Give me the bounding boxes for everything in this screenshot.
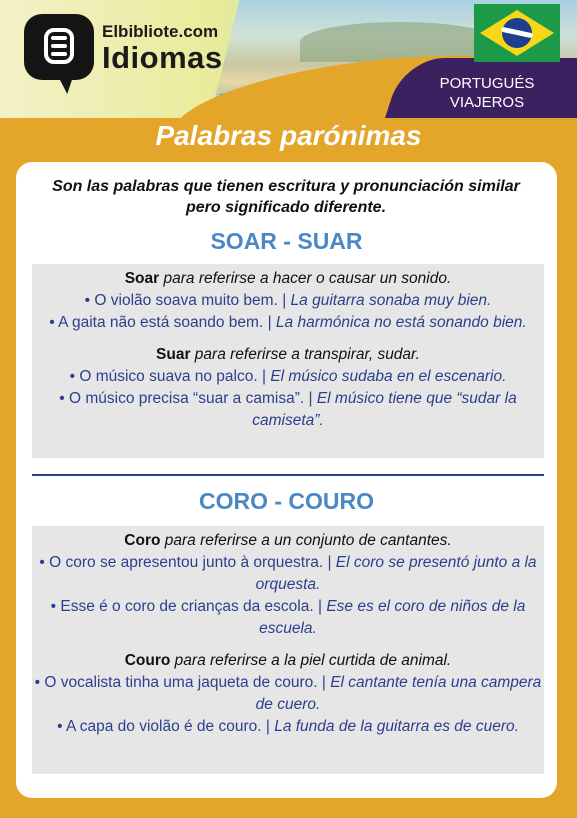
example-item: • O violão soava muito bem. | La guitarra sonaba muy bien.	[84, 292, 492, 309]
definition-soar: Soar para referirse a hacer o causar un sonido.	[124, 270, 452, 287]
example-item: • O vocalista tinha uma jaqueta de couro. | El cantante tenía una campera de cuero.	[34, 674, 542, 713]
example-item: • Esse é o coro de crianças da escola. | Ese es el coro de niños de la escuela.	[50, 598, 526, 637]
language-name: PORTUGUÉS	[439, 75, 535, 92]
site-name: Elbibliote.com	[102, 22, 219, 41]
header-banner	[0, 0, 577, 118]
example-item: • A gaita não está soando bem. | La harmónica no está sonando bien.	[49, 314, 527, 331]
language-label	[412, 74, 562, 112]
brazil-flag-icon	[474, 4, 560, 62]
example-item: • A capa do violão é de couro. | La funda de la guitarra es de cuero.	[57, 718, 519, 735]
page-title: Palabras parónimas	[155, 120, 422, 151]
logo-icon	[24, 14, 94, 80]
section-title-soar-suar: SOAR - SUAR	[210, 228, 363, 254]
intro-text: Son las palabras que tienen escritura y pronunciación similar pero significado diferente.	[52, 178, 520, 216]
section-divider	[32, 474, 544, 476]
definition-couro: Couro para referirse a la piel curtida de animal.	[124, 652, 452, 669]
section-title-coro-couro: CORO - COURO	[198, 488, 375, 514]
definition-suar: Suar para referirse a transpirar, sudar.	[156, 346, 420, 363]
example-item: • O músico precisa “suar a camisa”. | El músico tiene que “sudar la camiseta”.	[59, 390, 517, 429]
example-item: • O músico suava no palco. | El músico sudaba en el escenario.	[69, 368, 507, 385]
brand-name: Idiomas	[102, 40, 223, 75]
section-box-soar-suar	[32, 264, 544, 458]
audience-name: VIAJEROS	[449, 94, 525, 111]
section-box-coro-couro	[32, 526, 544, 774]
content-card	[16, 162, 557, 798]
definition-coro: Coro para referirse a un conjunto de cantantes.	[124, 532, 452, 549]
example-item: • O coro se apresentou junto à orquestra. | El coro se presentó junto a la orquesta.	[39, 554, 537, 593]
